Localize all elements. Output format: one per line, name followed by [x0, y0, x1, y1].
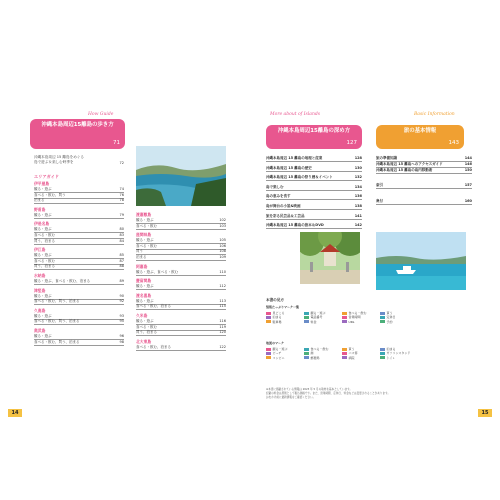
toc-row-page: 105: [219, 238, 226, 243]
map-legend-label: ガソリンスタンド: [386, 351, 411, 356]
toc-divider: [266, 161, 362, 162]
legend-marker-icon: [342, 312, 347, 315]
toc-row-page: 98: [119, 339, 124, 344]
toc-row-page: 122: [219, 344, 226, 349]
intro-line-2: 島で遊ぶ＆楽しむ時季を: [34, 160, 74, 165]
legend-label: 食べる・飲む: [348, 311, 367, 315]
toc-row-label: 観る・遊ぶ: [34, 293, 52, 298]
toc-divider: [136, 309, 226, 310]
toc-row-label: 泊まる: [34, 198, 45, 203]
toc-row-page: 92: [119, 299, 124, 304]
toc-row-label: 観る・遊ぶ: [136, 319, 154, 323]
basic-row-page: 150: [464, 168, 472, 172]
map-legend-label: バス停: [348, 351, 358, 356]
deep-row-page: 136: [354, 194, 362, 199]
toc-row-label: 観る・遊ぶ: [34, 212, 52, 217]
legend-marker-icon: [266, 312, 271, 315]
more-about-label: More about of Islands: [270, 112, 321, 117]
legend-item: [266, 320, 282, 324]
toc-row-label: 観る・遊ぶ: [136, 284, 154, 289]
toc-row-page: 106: [219, 243, 226, 248]
map-legend-label: 病院: [348, 355, 355, 360]
toc-row-label: 食べる・飲む、泊まる: [136, 304, 171, 309]
legend-marker-icon: [266, 316, 271, 319]
toc-row-label: 食べる・飲む: [34, 233, 55, 237]
col1-island-4: 水納島: [34, 273, 46, 278]
toc-row-page: 79: [119, 212, 124, 217]
legend-label: 営業時間: [348, 315, 361, 320]
toc-row-page: 84: [119, 238, 124, 243]
deep-row-label: 沖縄本島周辺 15 離島の地理と産業: [266, 156, 323, 160]
toc-row-page: 95: [119, 319, 124, 324]
toc-row-page: 108: [219, 249, 226, 254]
legend-label: 電話番号: [310, 315, 323, 320]
toc-row-page: 87: [119, 258, 124, 263]
toc-row-page: 112: [219, 284, 226, 289]
toc-row-label: 食べる・飲む、買う、泊まる: [34, 339, 80, 344]
toc-row-page: 102: [219, 218, 226, 222]
deep-row-label: 沖縄本島周辺 15 離島の旅本＆DVD: [266, 223, 324, 228]
basic-info-label: Basic Information: [414, 112, 455, 117]
legend-marker-icon: [304, 320, 309, 323]
legend-marker-icon: [342, 320, 347, 323]
col2-island-1: 座間味島: [136, 232, 152, 238]
legend-marker-icon: [380, 320, 385, 323]
toc-row-label: 食べる・飲む、買う: [34, 192, 66, 197]
toc-divider: [266, 219, 362, 220]
toc-row-page: 96: [119, 334, 124, 338]
legend-subtitle-1: 情報たっぷりマーク一覧: [266, 305, 300, 309]
how-guide-page: 71: [113, 140, 120, 146]
toc-row-page: 119: [219, 324, 226, 329]
toc-divider: [376, 173, 472, 174]
toc-row-page: 113: [219, 298, 226, 303]
intro-line-1: 沖縄本島周辺 15 離島をめぐる: [34, 155, 84, 159]
map-legend-marker-icon: [342, 348, 347, 351]
shrine-photo: [300, 232, 360, 284]
toc-row-page: 74: [119, 187, 124, 191]
col2-island-4: 渡名喜島: [136, 292, 152, 298]
toc-divider: [34, 244, 124, 245]
map-legend-label: 食べる・飲む: [310, 347, 329, 351]
extra-row-page: 160: [464, 199, 472, 203]
deep-row-page: 134: [354, 184, 362, 189]
toc-row-page: 85: [119, 253, 124, 258]
deep-row-page: 142: [354, 223, 362, 228]
basic-row-page: 146: [464, 162, 472, 166]
toc-row-label: 泊まる: [136, 255, 147, 259]
toc-row-label: 食べる・飲む、買う、泊まる: [34, 299, 80, 304]
col2-island-6: 北大東島: [136, 338, 152, 344]
toc-divider: [136, 350, 226, 351]
toc-row-page: 110: [219, 269, 226, 274]
toc-row-page: 83: [119, 233, 124, 237]
legend-label: 駐車場: [272, 319, 282, 324]
toc-row-page: 103: [219, 223, 226, 228]
toc-divider: [34, 269, 124, 270]
legend-item: [342, 320, 354, 324]
toc-row-label: 買う、泊まる: [136, 330, 157, 335]
map-legend-marker-icon: [342, 352, 347, 355]
col2-island-0: 渡嘉敷島: [136, 212, 152, 217]
map-legend-label: コンビニ: [272, 355, 285, 360]
toc-row-label: 観る・遊ぶ: [34, 313, 52, 318]
col1-island-0: 伊平屋島: [34, 181, 50, 186]
deep-row-page: 128: [354, 156, 362, 160]
how-guide-label: How Guide: [88, 112, 114, 117]
toc-row-label: 買う: [136, 249, 143, 254]
toc-row-label: 食べる・飲む: [136, 324, 157, 329]
toc-divider: [266, 171, 362, 172]
map-legend-marker-icon: [380, 348, 385, 351]
toc-row-page: 76: [119, 192, 124, 197]
basic-row-page: 144: [464, 156, 472, 160]
map-legend-marker-icon: [266, 348, 271, 351]
toc-row-label: 買う、泊まる: [34, 264, 55, 269]
toc-divider: [136, 275, 226, 276]
toc-divider: [266, 228, 362, 229]
basic-title: 旅の基本情報: [403, 128, 437, 134]
toc-row-label: 食べる・飲む: [34, 258, 55, 263]
boat-photo: [376, 232, 466, 290]
how-guide-title: 沖縄本島周辺15離島の歩き方: [41, 122, 114, 128]
toc-row-label: 食べる・飲む: [136, 223, 157, 228]
toc-row-label: 食べる・飲む、泊まる: [136, 344, 171, 349]
toc-divider: [34, 203, 124, 204]
col2-island-5: 久米島: [136, 313, 148, 318]
deep-row-label: 沖縄本島周辺 15 離島の祭り暦＆イベント: [266, 175, 333, 180]
page-number-left: 14: [8, 409, 22, 417]
note-line-3: お出かけ前に最新情報をご確認ください。: [266, 395, 316, 399]
toc-row-page: 120: [219, 330, 226, 335]
legend-label: 見どころ: [272, 311, 285, 315]
legend-note: [266, 388, 472, 399]
map-legend-item: [380, 356, 395, 360]
deep-row-page: 130: [354, 165, 362, 170]
toc-row-label: 観る・遊ぶ: [34, 187, 52, 191]
map-legend-label: 港: [310, 351, 314, 356]
intro-page: 72: [119, 161, 124, 165]
how-guide-badge: [30, 119, 125, 149]
toc-row-page: 93: [119, 313, 124, 318]
toc-divider: [136, 335, 226, 336]
deep-row-page: 141: [354, 213, 362, 218]
toc-divider: [266, 199, 362, 200]
toc-row-label: 観る・遊ぶ、食べる・飲む: [136, 269, 179, 274]
toc-row-page: 80: [119, 227, 124, 232]
toc-row-label: 食べる・飲む、買う、泊まる: [34, 319, 80, 324]
toc-row-page: 90: [119, 293, 124, 298]
toc-row-label: 観る・遊ぶ、食べる・飲む、泊まる: [34, 279, 91, 283]
col1-island-2: 伊是名島: [34, 221, 50, 227]
toc-divider: [376, 188, 472, 189]
toc-divider: [34, 324, 124, 325]
basic-row-label: 旅の準備知識: [376, 156, 397, 160]
toc-divider: [266, 209, 362, 210]
map-legend-item: [304, 356, 320, 360]
legend-label: 定休日: [386, 315, 396, 320]
map-legend-marker-icon: [380, 352, 385, 355]
toc-row-label: 観る・遊ぶ: [34, 253, 52, 258]
island-photo-coast: [136, 146, 226, 206]
legend-label: 買う: [386, 311, 393, 315]
legend-title: 本書の見方: [266, 298, 284, 302]
deep-row-page: 132: [354, 175, 362, 180]
basic-badge: [376, 125, 464, 149]
extra-row-page: 157: [464, 183, 472, 187]
legend-marker-icon: [380, 312, 385, 315]
map-legend-item: [342, 356, 355, 360]
toc-divider: [136, 260, 226, 261]
col2-island-3: 慶留間島: [136, 278, 152, 284]
legend-marker-icon: [304, 312, 309, 315]
toc-divider: [266, 190, 362, 191]
basic-row-label: 沖縄本島周辺 15 離島の島内移動術: [376, 168, 433, 172]
legend-item: [304, 320, 317, 324]
toc-divider: [34, 284, 124, 285]
legend-marker-icon: [266, 320, 271, 323]
toc-row-label: 観る・遊ぶ: [34, 227, 52, 232]
note-line-2: 記載の料金は原則として税込価格です。また、営業時間、定休日、料金などは変更されることがあります。: [266, 391, 391, 395]
map-legend-label: 泊まる: [386, 347, 396, 351]
toc-row-label: 観る・遊ぶ: [34, 334, 52, 338]
map-legend-marker-icon: [304, 356, 309, 359]
legend-marker-icon: [342, 316, 347, 319]
deep-title: 沖縄本島周辺15離島の深め方: [277, 128, 351, 134]
col1-island-6: 久高島: [34, 307, 46, 313]
legend-item: [380, 320, 393, 324]
toc-row-page: 78: [119, 198, 124, 203]
toc-divider: [376, 204, 472, 205]
map-legend-marker-icon: [380, 356, 385, 359]
col1-island-7: 奥武島: [34, 328, 46, 333]
legend-marker-icon: [380, 316, 385, 319]
note-line-1: ※本書に掲載されている情報は 2023 年 5 月の取材を基本としています。: [266, 388, 353, 391]
toc-row-page: 88: [119, 264, 124, 269]
deep-badge: [266, 125, 362, 149]
deep-row-page: 138: [354, 204, 362, 208]
col1-island-1: 野甫島: [34, 206, 46, 212]
basic-row-label: 沖縄本島周辺 15 離島へのアクセスガイド: [376, 162, 443, 166]
map-legend-label: ビーチ: [272, 351, 282, 356]
map-legend-marker-icon: [304, 352, 309, 355]
area-guide-heading: エリアガイド: [34, 174, 59, 179]
map-legend-marker-icon: [342, 356, 347, 359]
map-legend-marker-icon: [266, 356, 271, 359]
basic-page: 143: [448, 140, 459, 146]
toc-divider: [34, 304, 124, 305]
legend-marker-icon: [304, 316, 309, 319]
map-legend-marker-icon: [266, 352, 271, 355]
col1-island-5: 津堅島: [34, 287, 46, 293]
toc-row-page: 115: [219, 304, 226, 309]
extra-row-label: 索引: [376, 183, 383, 187]
legend-label: 泊まる: [272, 315, 282, 320]
legend-label: URL: [348, 319, 355, 324]
col2-island-2: 阿嘉島: [136, 263, 148, 269]
toc-row-label: 観る・遊ぶ: [136, 238, 154, 243]
toc-divider: [136, 289, 226, 290]
map-legend-label: 買う: [348, 347, 355, 351]
legend-subtitle-2: 地図のマーク: [266, 341, 285, 345]
toc-row-page: 116: [219, 319, 226, 323]
toc-row-label: 食べる・飲む: [136, 243, 157, 248]
toc-divider: [266, 180, 362, 181]
toc-row-label: 観る・遊ぶ: [136, 298, 154, 303]
map-legend-label: 観る・遊ぶ: [272, 347, 288, 351]
deep-row-label: 沖縄本島周辺 15 離島の歴史: [266, 165, 312, 170]
page-number-right: 15: [478, 409, 492, 417]
intro-page-row[interactable]: [34, 161, 124, 166]
deep-row-label: 島で楽しむ: [266, 184, 284, 189]
col1-island-3: 伊江島: [34, 247, 46, 253]
map-legend-item: [266, 356, 285, 360]
toc-divider: [34, 345, 124, 346]
toc-row-label: 買う、泊まる: [34, 238, 55, 243]
map-legend-label: トイレ: [386, 355, 396, 360]
legend-label: 料金: [310, 319, 317, 324]
toc-row-page: 89: [119, 279, 124, 283]
map-legend-marker-icon: [304, 348, 309, 351]
map-legend-label: 郵便局: [310, 355, 320, 360]
toc-divider: [34, 218, 124, 219]
deep-row-label: 島の恵みを食す: [266, 194, 291, 199]
legend-label: 観る・遊ぶ: [310, 311, 326, 315]
toc-row-page: 109: [219, 255, 226, 259]
toc-row-label: 観る・遊ぶ: [136, 218, 154, 222]
deep-page: 127: [346, 140, 357, 146]
extra-row-label: 奥付: [376, 199, 383, 203]
deep-row-label: 島が舞台の小説&映画: [266, 204, 301, 208]
toc-divider: [136, 229, 226, 230]
legend-label: 予約: [386, 319, 393, 324]
deep-row-label: 旅を彩る民芸品＆工芸品: [266, 213, 305, 218]
